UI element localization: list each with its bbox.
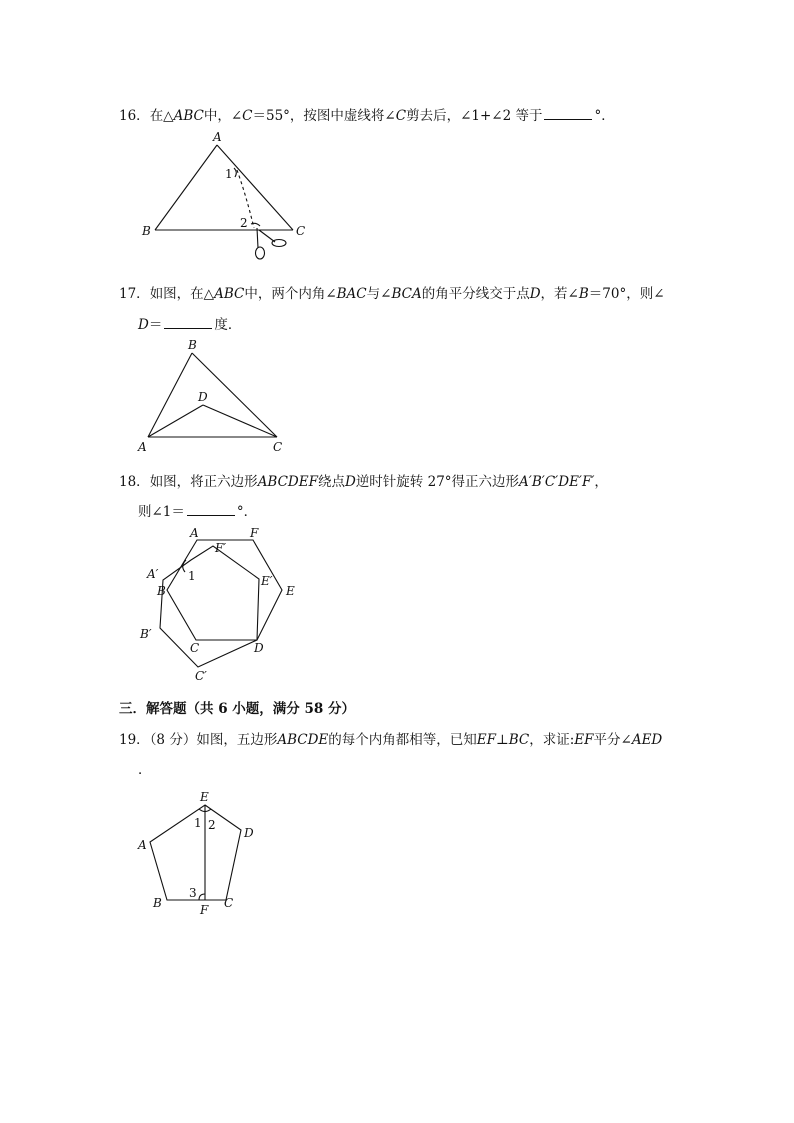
q19-label-a: A xyxy=(138,838,147,852)
q19-text-line1: 19．（8 分）如图，五边形ABCDE的每个内角都相等，已知EF⊥BC，求证:EF平分∠AED xyxy=(119,732,663,748)
q18-label-f: F xyxy=(250,526,259,540)
q17-label-c: C xyxy=(273,440,283,454)
q16-text: 16．在△ABC中，∠C＝55°，按图中虚线将∠C剪去后，∠1+∠2 等于 °． xyxy=(119,108,615,124)
q19-label-e: E xyxy=(200,790,209,804)
q16-label-b: B xyxy=(142,224,151,238)
q19-label-b: B xyxy=(153,896,162,910)
q16-label-c: C xyxy=(296,224,306,238)
q18-label-angle-1: 1 xyxy=(188,569,196,583)
q18-label-b: B xyxy=(157,584,166,598)
q19-label-f: F xyxy=(200,903,209,917)
q18-label-c-prime: C′ xyxy=(195,669,207,683)
q16-label-angle-1: 1 xyxy=(225,167,233,181)
q18-text-line1: 18．如图，将正六边形ABCDEF绕点D逆时针旋转 27°得正六边形A′B′C′DE′F′， xyxy=(119,474,608,490)
q18-label-e-prime: E′ xyxy=(261,574,273,588)
q16-label-angle-2: 2 xyxy=(240,216,248,230)
q19-label-angle-3: 3 xyxy=(189,886,197,900)
q17-label-a: A xyxy=(138,440,147,454)
q17-label-b: B xyxy=(188,338,197,352)
q17-label-d: D xyxy=(198,390,208,404)
q19-label-c: C xyxy=(224,896,234,910)
q17-text-line2: D＝ 度． xyxy=(138,317,242,333)
q19-label-angle-2: 2 xyxy=(208,818,216,832)
q18-label-a-prime: A′ xyxy=(147,567,159,581)
q19-label-angle-1: 1 xyxy=(194,816,202,830)
q18-label-d: D xyxy=(254,641,264,655)
section-3-heading: 三．解答题（共 6 小题，满分 58 分） xyxy=(119,701,355,717)
q19-label-d: D xyxy=(244,826,254,840)
q19-text-line2: ． xyxy=(138,762,152,778)
q18-label-c: C xyxy=(190,641,200,655)
q18-label-a: A xyxy=(190,526,199,540)
q18-label-f-prime: F′ xyxy=(215,541,227,555)
q17-text-line1: 17．如图，在△ABC中，两个内角∠BAC与∠BCA的角平分线交于点D，若∠B＝70°，则∠ xyxy=(119,286,665,302)
q18-text-line2: 则∠1＝ °． xyxy=(138,504,258,520)
q18-label-e: E xyxy=(286,584,295,598)
q18-label-b-prime: B′ xyxy=(140,627,152,641)
q16-label-a: A xyxy=(213,130,222,144)
